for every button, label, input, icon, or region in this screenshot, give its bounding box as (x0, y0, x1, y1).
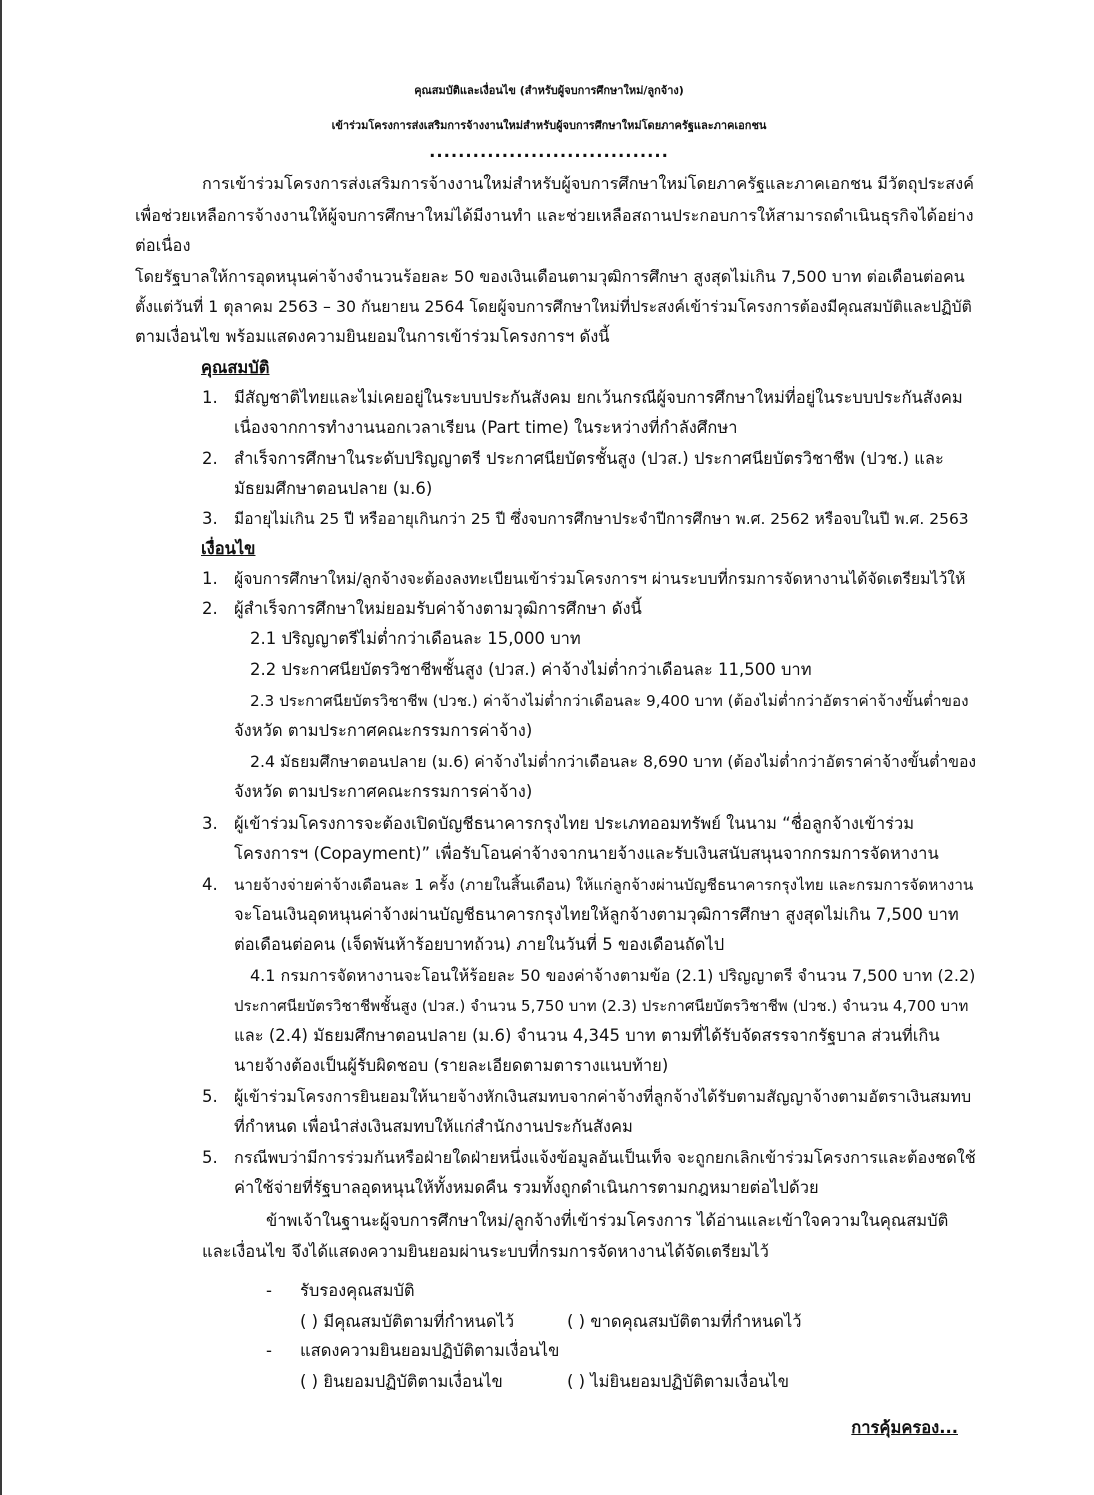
condition-subitem: 2.1 ปริญญาตรีไม่ต่ำกว่าเดือนละ 15,000 บาท (250, 629, 581, 648)
condition-subitem: จังหวัด ตามประกาศคณะกรรมการค่าจ้าง) (234, 721, 533, 740)
title-separator: ................................. (429, 142, 669, 161)
condition-subitem: ประกาศนียบัตรวิชาชีพชั้นสูง (ปวส.) จำนวน 5,750 บาท (2.3) ประกาศนียบัตรวิชาชีพ (ปวช.) จำนวน 4,700 บาท (234, 997, 969, 1015)
list-dash: - (266, 1341, 272, 1360)
condition-subitem: 2.3 ประกาศนียบัตรวิชาชีพ (ปวช.) ค่าจ้างไม่ต่ำกว่าเดือนละ 9,400 บาท (ต้องไม่ต่ำกว่าอัตราค่าจ้างขั้นต่ำของ (250, 692, 969, 710)
condition-subitem: นายจ้างต้องเป็นผู้รับผิดชอบ (รายละเอียดตามตารางแนบท้าย) (234, 1056, 669, 1075)
condition-text: ต่อเดือนต่อคน (เจ็ดพันห้าร้อยบาทถ้วน) ภายในวันที่ 5 ของเดือนถัดไป (234, 935, 725, 954)
qualification-number: 2. (202, 449, 218, 468)
list-dash: - (266, 1281, 272, 1300)
option-no-consent[interactable]: ( ) ไม่ยินยอมปฏิบัติตามเงื่อนไข (567, 1372, 790, 1391)
condition-subitem: 4.1 กรมการจัดหางานจะโอนให้ร้อยละ 50 ของค่าจ้างตามข้อ (2.1) ปริญญาตรี จำนวน 7,500 บาท (2.2) (250, 966, 976, 985)
condition-text: ผู้จบการศึกษาใหม่/ลูกจ้างจะต้องลงทะเบียนเข้าร่วมโครงการฯ ผ่านระบบที่กรมการจัดหางานได้จัดเตรียมไว้ให้ (234, 569, 966, 588)
condition-subitem: 2.2 ประกาศนียบัตรวิชาชีพชั้นสูง (ปวส.) ค่าจ้างไม่ต่ำกว่าเดือนละ 11,500 บาท (250, 660, 812, 679)
condition-number: 3. (202, 814, 218, 833)
option-qualified[interactable]: ( ) มีคุณสมบัติตามที่กำหนดไว้ (300, 1312, 515, 1331)
option-not-qualified[interactable]: ( ) ขาดคุณสมบัติตามที่กำหนดไว้ (567, 1312, 802, 1331)
condition-number: 5. (202, 1148, 218, 1167)
condition-text: ผู้เข้าร่วมโครงการจะต้องเปิดบัญชีธนาคารกรุงไทย ประเภทออมทรัพย์ ในนาม “ชื่อลูกจ้างเข้าร่วม (234, 814, 915, 833)
condition-subitem: และ (2.4) มัธยมศึกษาตอนปลาย (ม.6) จำนวน 4,345 บาท ตามที่ได้รับจัดสรรจากรัฐบาล ส่วนที่เกิน (234, 1026, 940, 1045)
condition-number: 2. (202, 599, 218, 618)
consent-label: แสดงความยินยอมปฏิบัติตามเงื่อนไข (300, 1341, 560, 1360)
condition-text: ค่าใช้จ่ายที่รัฐบาลอุดหนุนให้ทั้งหมดคืน รวมทั้งถูกดำเนินการตามกฎหมายต่อไปด้วย (234, 1178, 819, 1197)
option-consent[interactable]: ( ) ยินยอมปฏิบัติตามเงื่อนไข (300, 1372, 503, 1391)
title-line-1: คุณสมบัติและเงื่อนไข (สำหรับผู้จบการศึกษาใหม่/ลูกจ้าง) (414, 84, 684, 97)
certify-qualification-label: รับรองคุณสมบัติ (300, 1281, 415, 1300)
qualification-text: มีสัญชาติไทยและไม่เคยอยู่ในระบบประกันสังคม ยกเว้นกรณีผู้จบการศึกษาใหม่ที่อยู่ในระบบประกันสังคม (234, 388, 963, 407)
condition-number: 5. (202, 1087, 218, 1106)
declaration-line: และเงื่อนไข จึงได้แสดงความยินยอมผ่านระบบที่กรมการจัดหางานได้จัดเตรียมไว้ (202, 1242, 769, 1261)
qualification-number: 1. (202, 388, 218, 407)
intro-line: ตั้งแต่วันที่ 1 ตุลาคม 2563 – 30 กันยายน 2564 โดยผู้จบการศึกษาใหม่ที่ประสงค์เข้าร่วมโครงการต้องมีคุณสมบัติและปฏิบัติ (135, 297, 972, 316)
condition-subitem: 2.4 มัธยมศึกษาตอนปลาย (ม.6) ค่าจ้างไม่ต่ำกว่าเดือนละ 8,690 บาท (ต้องไม่ต่ำกว่าอัตราค่าจ้างขั้นต่ำของ (250, 752, 977, 771)
condition-text: ที่กำหนด เพื่อนำส่งเงินสมทบให้แก่สำนักงานประกันสังคม (234, 1117, 633, 1136)
qualification-number: 3. (202, 509, 218, 528)
condition-text: ผู้เข้าร่วมโครงการยินยอมให้นายจ้างหักเงินสมทบจากค่าจ้างที่ลูกจ้างได้รับตามสัญญาจ้างตามอัตราเงินสมทบ (234, 1087, 972, 1106)
qualification-text: สำเร็จการศึกษาในระดับปริญญาตรี ประกาศนียบัตรชั้นสูง (ปวส.) ประกาศนียบัตรวิชาชีพ (ปวช.) และ (234, 449, 944, 468)
qualification-text: มัธยมศึกษาตอนปลาย (ม.6) (234, 479, 433, 498)
conditions-heading: เงื่อนไข (201, 539, 256, 558)
condition-number: 1. (202, 569, 218, 588)
condition-text: นายจ้างจ่ายค่าจ้างเดือนละ 1 ครั้ง (ภายในสิ้นเดือน) ให้แก่ลูกจ้างผ่านบัญชีธนาคารกรุงไทย และกรมการจัดหางาน (234, 876, 974, 894)
intro-line: ต่อเนื่อง (135, 236, 191, 255)
condition-text: จะโอนเงินอุดหนุนค่าจ้างผ่านบัญชีธนาคารกรุงไทยให้ลูกจ้างตามวุฒิการศึกษา สูงสุดไม่เกิน 7,500 บาท (234, 905, 959, 924)
qualifications-heading: คุณสมบัติ (201, 358, 270, 377)
declaration-line: ข้าพเจ้าในฐานะผู้จบการศึกษาใหม่/ลูกจ้างที่เข้าร่วมโครงการ ได้อ่านและเข้าใจความในคุณสมบัติ (266, 1211, 949, 1230)
condition-text: กรณีพบว่ามีการร่วมกันหรือฝ่ายใดฝ่ายหนึ่งแจ้งข้อมูลอันเป็นเท็จ จะถูกยกเลิกเข้าร่วมโครงการและต้องชดใช้ (234, 1148, 976, 1167)
qualification-text: มีอายุไม่เกิน 25 ปี หรืออายุเกินกว่า 25 ปี ซึ่งจบการศึกษาประจำปีการศึกษา พ.ศ. 2562 หรือจบในปี พ.ศ. 2563 (234, 510, 969, 528)
next-page-marker: การคุ้มครอง... (851, 1418, 958, 1437)
condition-text: โครงการฯ (Copayment)” เพื่อรับโอนค่าจ้างจากนายจ้างและรับเงินสนับสนุนจากกรมการจัดหางาน (234, 844, 939, 863)
title-line-2: เข้าร่วมโครงการส่งเสริมการจ้างงานใหม่สำหรับผู้จบการศึกษาใหม่โดยภาครัฐและภาคเอกชน (331, 119, 767, 132)
intro-line: เพื่อช่วยเหลือการจ้างงานให้ผู้จบการศึกษาใหม่ได้มีงานทำ และช่วยเหลือสถานประกอบการให้สามารถดำเนินธุรกิจได้อย่าง (135, 206, 974, 225)
qualification-text: เนื่องจากการทำงานนอกเวลาเรียน (Part time) ในระหว่างที่กำลังศึกษา (234, 418, 738, 437)
condition-text: ผู้สำเร็จการศึกษาใหม่ยอมรับค่าจ้างตามวุฒิการศึกษา ดังนี้ (234, 599, 642, 618)
condition-subitem: จังหวัด ตามประกาศคณะกรรมการค่าจ้าง) (234, 782, 533, 801)
intro-line: ตามเงื่อนไข พร้อมแสดงความยินยอมในการเข้าร่วมโครงการฯ ดังนี้ (135, 327, 610, 346)
intro-line: โดยรัฐบาลให้การอุดหนุนค่าจ้างจำนวนร้อยละ 50 ของเงินเดือนตามวุฒิการศึกษา สูงสุดไม่เกิน 7,500 บาท ต่อเดือนต่อคน (135, 267, 965, 286)
intro-line: การเข้าร่วมโครงการส่งเสริมการจ้างงานใหม่สำหรับผู้จบการศึกษาใหม่โดยภาครัฐและภาคเอกชน มีวัตถุประสงค์ (202, 174, 975, 193)
condition-number: 4. (202, 875, 218, 894)
